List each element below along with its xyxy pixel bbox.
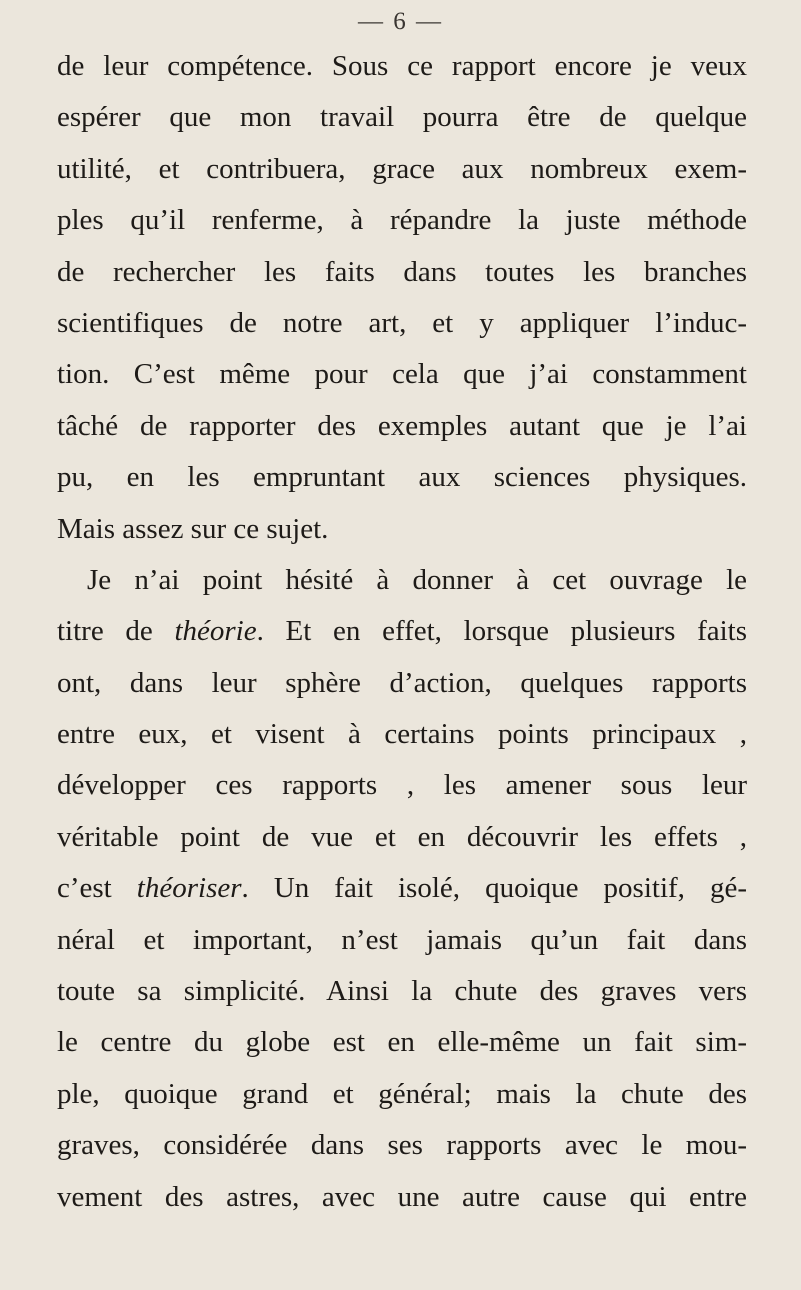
text-segment: Je n’ai point hésité à donner à cet ouvrage le [87, 563, 747, 596]
text-segment: entre eux, et visent à certains points principaux , [57, 718, 747, 751]
text-line [57, 1017, 747, 1068]
text-segment: scientifiques de notre art, et y appliquer l’induc- [57, 306, 747, 339]
text-segment: Mais assez sur ce sujet. [57, 512, 329, 545]
text-segment: titre de [57, 615, 175, 648]
text-segment: le centre du globe est en elle-même un fait sim- [57, 1026, 747, 1059]
text-line [57, 92, 747, 143]
text-line [57, 555, 747, 606]
text-segment: ple, quoique grand et général; mais la chute des [57, 1077, 747, 1110]
text-line [57, 966, 747, 1017]
page-number: — 6 — [358, 8, 443, 35]
text-line [57, 144, 747, 195]
text-segment: ples qu’il renferme, à répandre la juste méthode [57, 204, 747, 237]
text-segment: pu, en les empruntant aux sciences physiques. [57, 461, 747, 494]
text-line [57, 1069, 747, 1120]
text-segment: ont, dans leur sphère d’action, quelques rapports [57, 666, 747, 699]
text-segment: toute sa simplicité. Ainsi la chute des graves vers [57, 975, 747, 1008]
text-line [57, 709, 747, 760]
text-segment: . Et en effet, lorsque plusieurs faits [256, 615, 747, 648]
text-line [57, 658, 747, 709]
text-line [57, 247, 747, 298]
text-line [57, 812, 747, 863]
text-line [57, 606, 747, 657]
text-segment: tâché de rapporter des exemples autant que je l’ai [57, 409, 747, 442]
text-segment: tion. C’est même pour cela que j’ai constamment [57, 358, 747, 391]
text-line [57, 760, 747, 811]
text-line [57, 1120, 747, 1171]
text-segment: vement des astres, avec une autre cause qui entre [57, 1180, 747, 1213]
text-line [57, 195, 747, 246]
text-line [57, 915, 747, 966]
text-line [57, 41, 747, 92]
text-line [57, 401, 747, 452]
text-line [57, 504, 747, 555]
text-segment: néral et important, n’est jamais qu’un fait dans [57, 923, 747, 956]
text-segment: de rechercher les faits dans toutes les branches [57, 255, 747, 288]
text-segment: utilité, et contribuera, grace aux nombreux exem- [57, 152, 747, 185]
text-segment: véritable point de vue et en découvrir les effets , [57, 820, 747, 853]
text-segment: . Un fait isolé, quoique positif, gé- [241, 872, 747, 905]
text-segment: développer ces rapports , les amener sous leur [57, 769, 747, 802]
text-line [57, 452, 747, 503]
text-segment: graves, considérée dans ses rapports avec le mou- [57, 1129, 747, 1162]
text-segment: c’est [57, 872, 137, 905]
text-line [57, 1172, 747, 1223]
italic-term: théoriser [136, 872, 242, 905]
text-line [57, 863, 747, 914]
text-line [57, 298, 747, 349]
body-text [57, 41, 747, 1223]
text-line [57, 349, 747, 400]
text-segment: de leur compétence. Sous ce rapport encore je veux [57, 50, 747, 82]
text-segment: espérer que mon travail pourra être de quelque [57, 101, 747, 134]
italic-term: théorie [174, 615, 257, 648]
